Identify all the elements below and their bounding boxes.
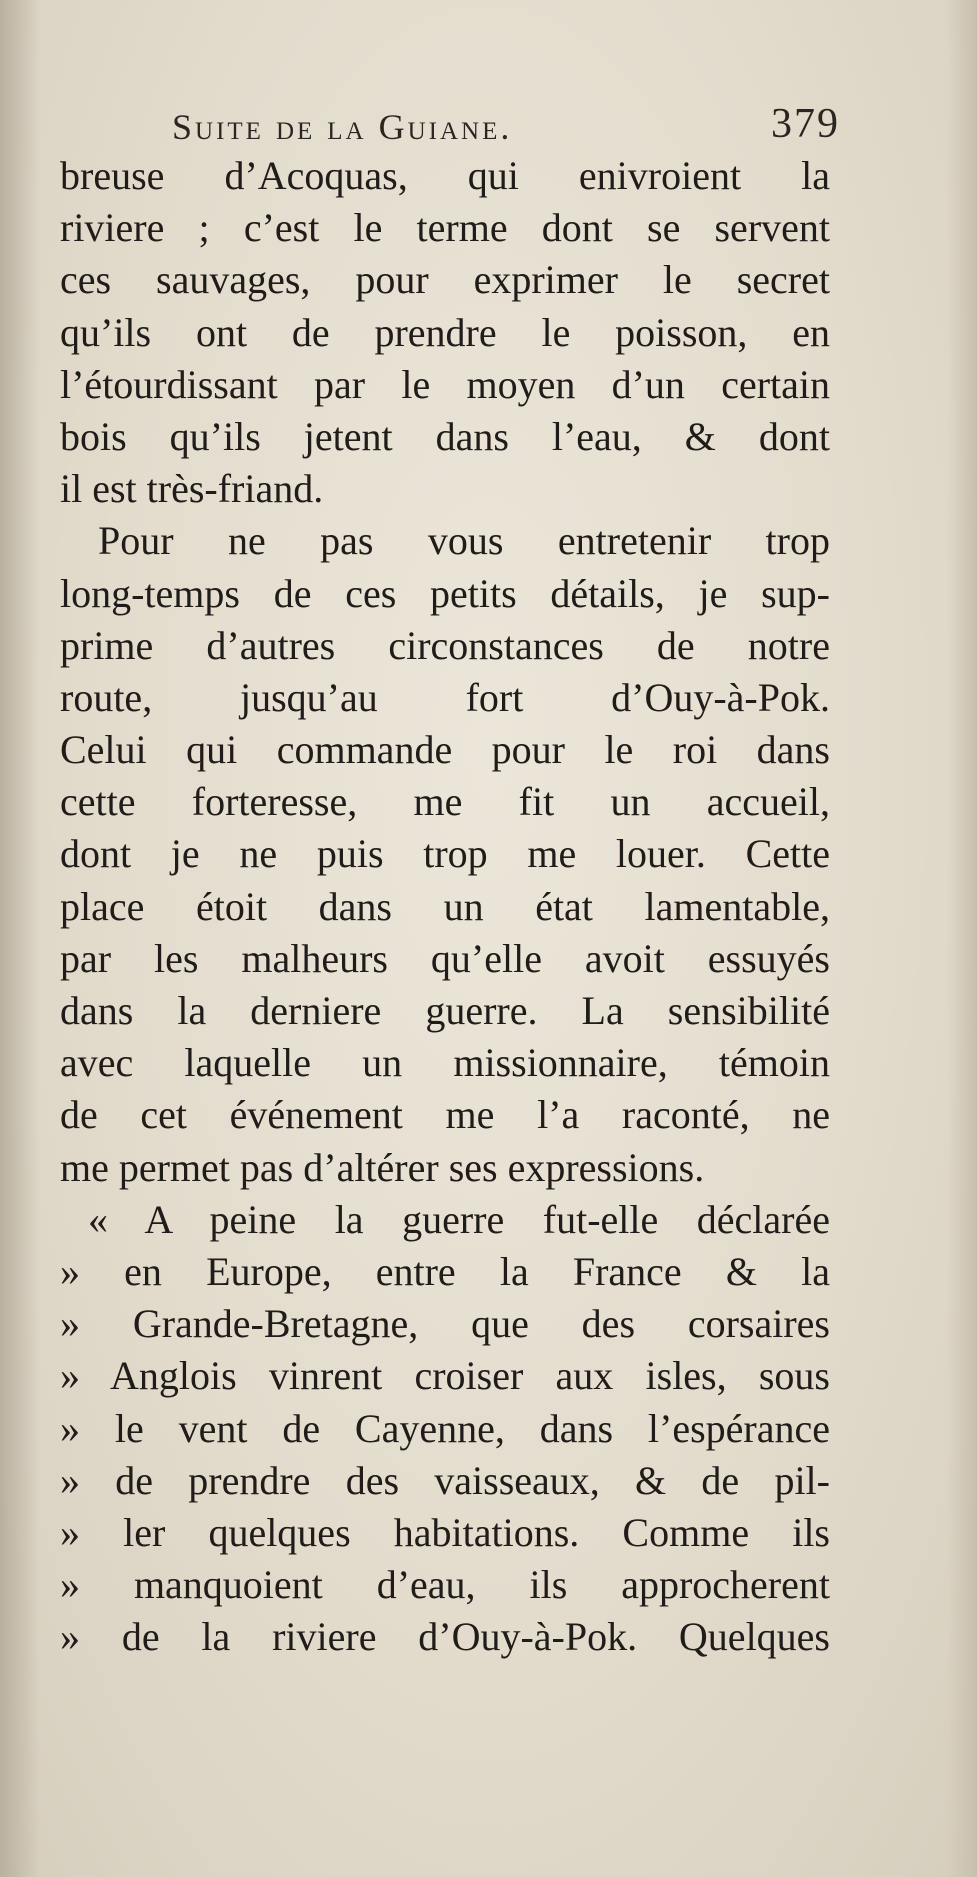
quotation-line: » manquoient d’eau, ils approcherent [60, 1562, 830, 1608]
quotation-line: » ler quelques habitations. Comme ils [60, 1509, 830, 1555]
page-number: 379 [771, 101, 840, 147]
text-line: bois qu’ils jetent dans l’eau, & dont [60, 413, 830, 459]
quotation-line: » Anglois vinrent croiser aux isles, sous [60, 1353, 830, 1399]
quotation-line: » de prendre des vaisseaux, & de pil- [60, 1457, 830, 1503]
quotation-line: » en Europe, entre la France & la [60, 1248, 830, 1294]
text-line: avec laquelle un missionnaire, témoin [60, 1040, 830, 1086]
text-line: long-temps de ces petits détails, je sup- [60, 570, 830, 616]
text-line: prime d’autres circonstances de notre [60, 622, 830, 668]
text-line: par les malheurs qu’elle avoit essuyés [60, 935, 830, 981]
text-line: ces sauvages, pour exprimer le secret [60, 257, 830, 303]
quotation-line: » le vent de Cayenne, dans l’espérance [60, 1405, 830, 1451]
text-line: dans la derniere guerre. La sensibilité [60, 988, 830, 1033]
text-line: il est très-friand. [60, 466, 324, 512]
text-line: breuse d’Acoquas, qui enivroient la [60, 153, 830, 198]
running-title: Suite de la Guiane. [172, 107, 513, 147]
text-line: qu’ils ont de prendre le poisson, en [60, 309, 830, 355]
quotation-start-line: « A peine la guerre fut-elle déclarée [88, 1196, 830, 1242]
quotation-line: » de la riviere d’Ouy-à-Pok. Quelques [60, 1614, 830, 1660]
text-line: l’étourdissant par le moyen d’un certain [60, 361, 830, 407]
text-line: route, jusqu’au fort d’Ouy-à-Pok. [60, 674, 830, 720]
body-text [60, 150, 830, 1663]
text-line: dont je ne puis trop me louer. Cette [60, 831, 830, 877]
paragraph-start-line: Pour ne pas vous entretenir trop [98, 518, 830, 564]
text-line: Celui qui commande pour le roi dans [60, 727, 830, 773]
text-line: cette forteresse, me fit un accueil, [60, 779, 830, 825]
text-line: riviere ; c’est le terme dont se servent [60, 205, 830, 251]
text-line: de cet événement me l’a raconté, ne [60, 1092, 830, 1138]
text-line: place étoit dans un état lamentable, [60, 883, 830, 929]
quotation-line: » Grande-Bretagne, que des corsaires [60, 1301, 830, 1347]
text-line: me permet pas d’altérer ses expressions. [60, 1144, 705, 1190]
